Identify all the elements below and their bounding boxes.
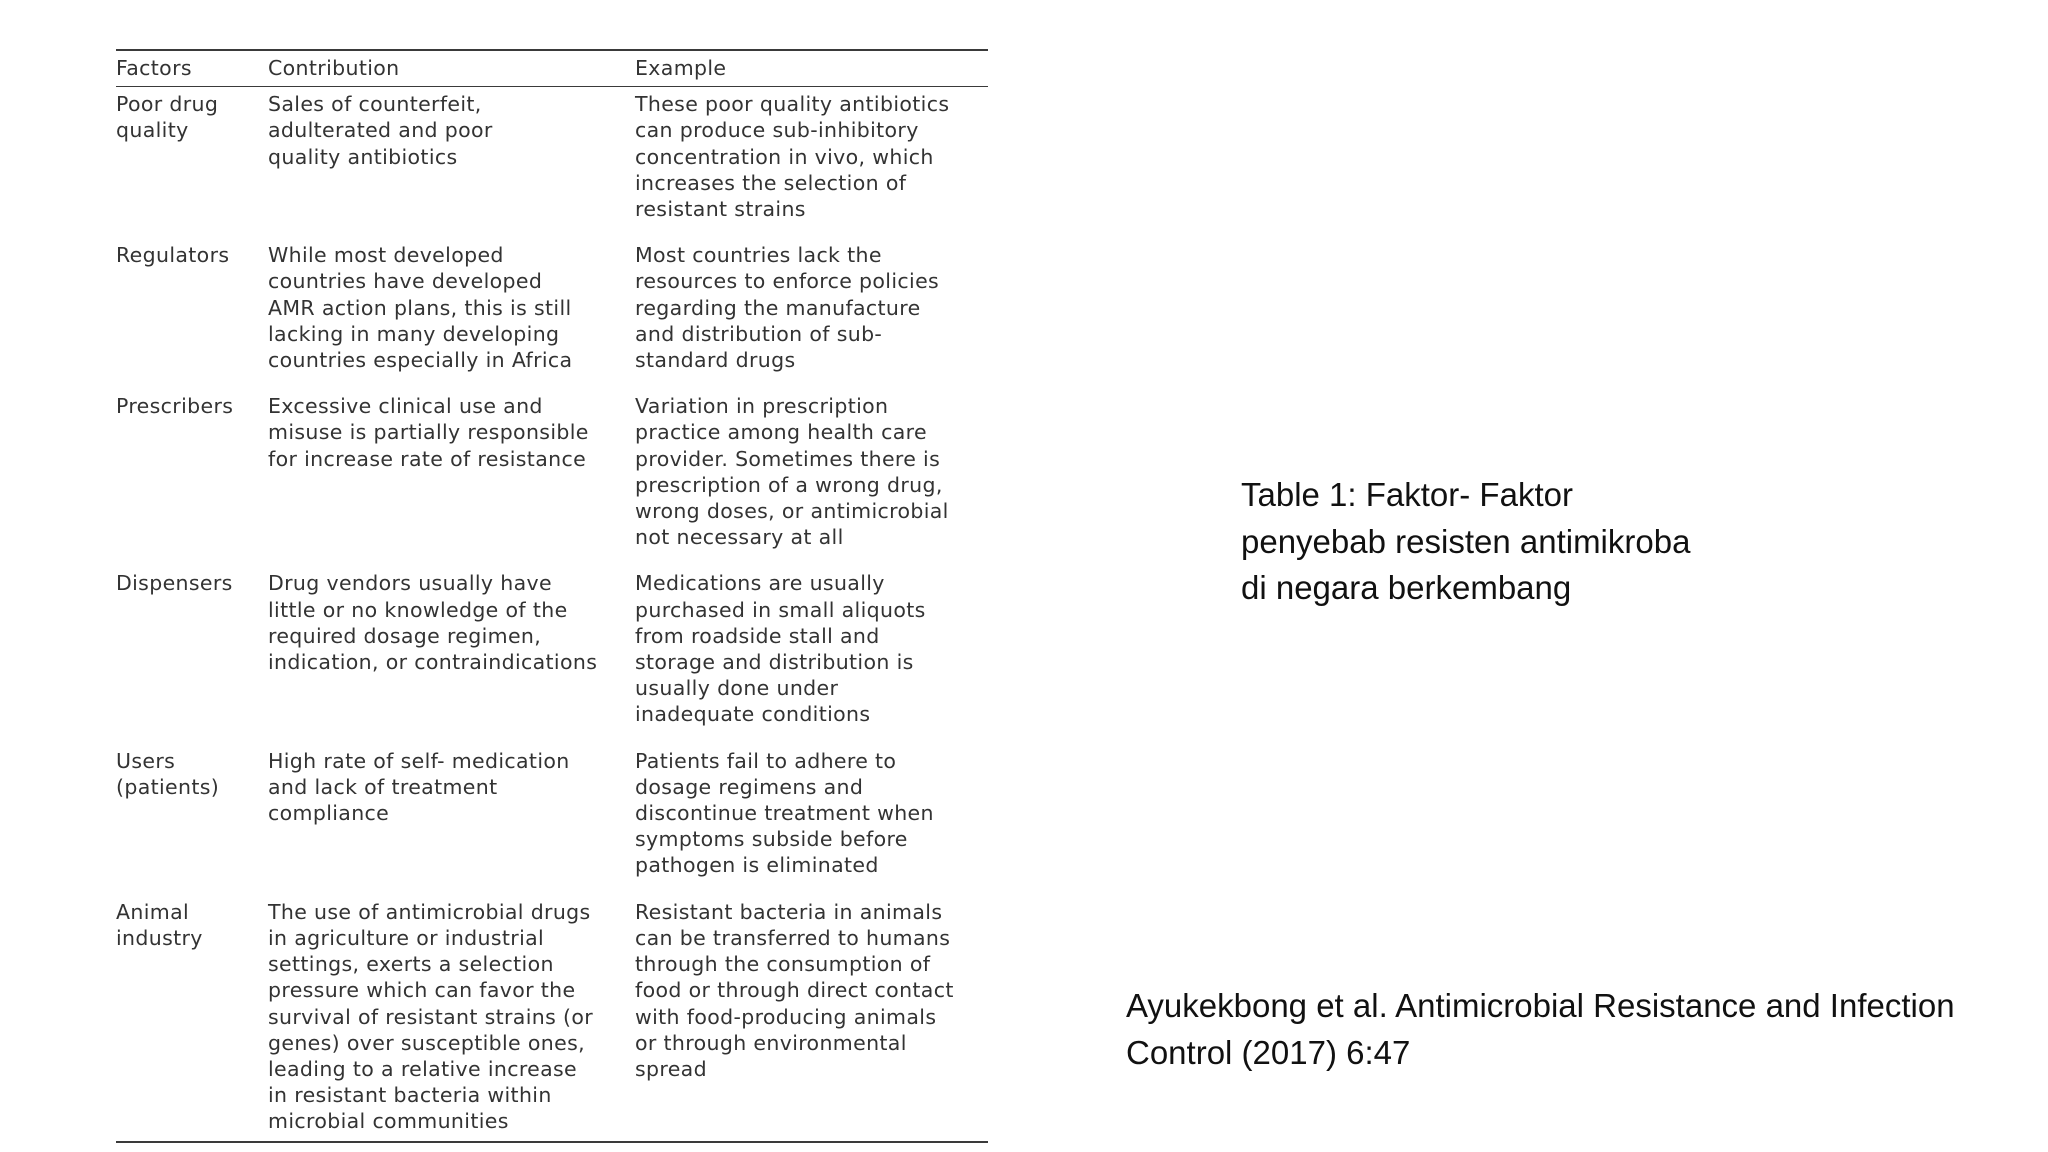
table-row-regulators	[116, 232, 988, 383]
cell-example: Most countries lack the resources to enforce policies regarding the manufacture and distribution of sub- standard drugs	[635, 243, 940, 373]
cell-factor: Prescribers	[116, 394, 234, 419]
cell-example: Medications are usually purchased in small aliquots from roadside stall and storage and distribution is usually done under inadequate conditions	[635, 571, 926, 727]
table-row-prescribers	[116, 383, 988, 560]
cell-factor: Dispensers	[116, 571, 233, 596]
cell-contribution: Sales of counterfeit, adulterated and poor quality antibiotics	[268, 92, 493, 169]
cell-contribution: The use of antimicrobial drugs in agriculture or industrial settings, exerts a selection pressure which can favor the survival of resistant strains (or genes) over susceptible ones, leading to a relative increase in resistant bacteria within microbial communities	[268, 899, 594, 1134]
header-example: Example	[635, 56, 727, 80]
cell-contribution: While most developed countries have developed AMR action plans, this is still lacking in many developing countries especially in Africa	[268, 243, 573, 373]
cell-example: Resistant bacteria in animals can be transferred to humans through the consumption of food or through direct contact with food-producing animals or through environmental spread	[635, 899, 954, 1081]
factors-table	[116, 49, 988, 1143]
table-row-dispensers	[116, 560, 988, 737]
cell-factor: Users (patients)	[116, 748, 220, 799]
table-bottom-rule	[116, 1141, 988, 1143]
cell-contribution: High rate of self- medication and lack of treatment compliance	[268, 748, 570, 826]
cell-factor: Regulators	[116, 243, 230, 268]
table-row-users	[116, 738, 988, 889]
cell-contribution: Drug vendors usually have little or no knowledge of the required dosage regimen, indication, or contraindications	[268, 571, 598, 675]
cell-example: Patients fail to adhere to dosage regimens and discontinue treatment when symptoms subside before pathogen is eliminated	[635, 748, 934, 878]
header-factors: Factors	[116, 56, 192, 80]
table-row-poor-drug-quality	[116, 87, 988, 232]
table-header-row	[116, 51, 988, 86]
table-row-animal-industry	[116, 889, 988, 1141]
cell-factor: Poor drug quality	[116, 92, 219, 143]
cell-contribution: Excessive clinical use and misuse is partially responsible for increase rate of resistance	[268, 394, 589, 471]
cell-factor: Animal industry	[116, 899, 203, 950]
table-caption: Table 1: Faktor- Faktor penyebab resisten antimikroba di negara berkembang	[1241, 476, 1691, 606]
header-contribution: Contribution	[268, 56, 400, 80]
cell-example: Variation in prescription practice among health care provider. Sometimes there is prescription of a wrong drug, wrong doses, or antimicrobial not necessary at all	[635, 394, 949, 550]
cell-example: These poor quality antibiotics can produce sub-inhibitory concentration in vivo, which increases the selection of resistant strains	[635, 92, 950, 222]
source-citation: Ayukekbong et al. Antimicrobial Resistance and Infection Control (2017) 6:47	[1126, 987, 1955, 1071]
